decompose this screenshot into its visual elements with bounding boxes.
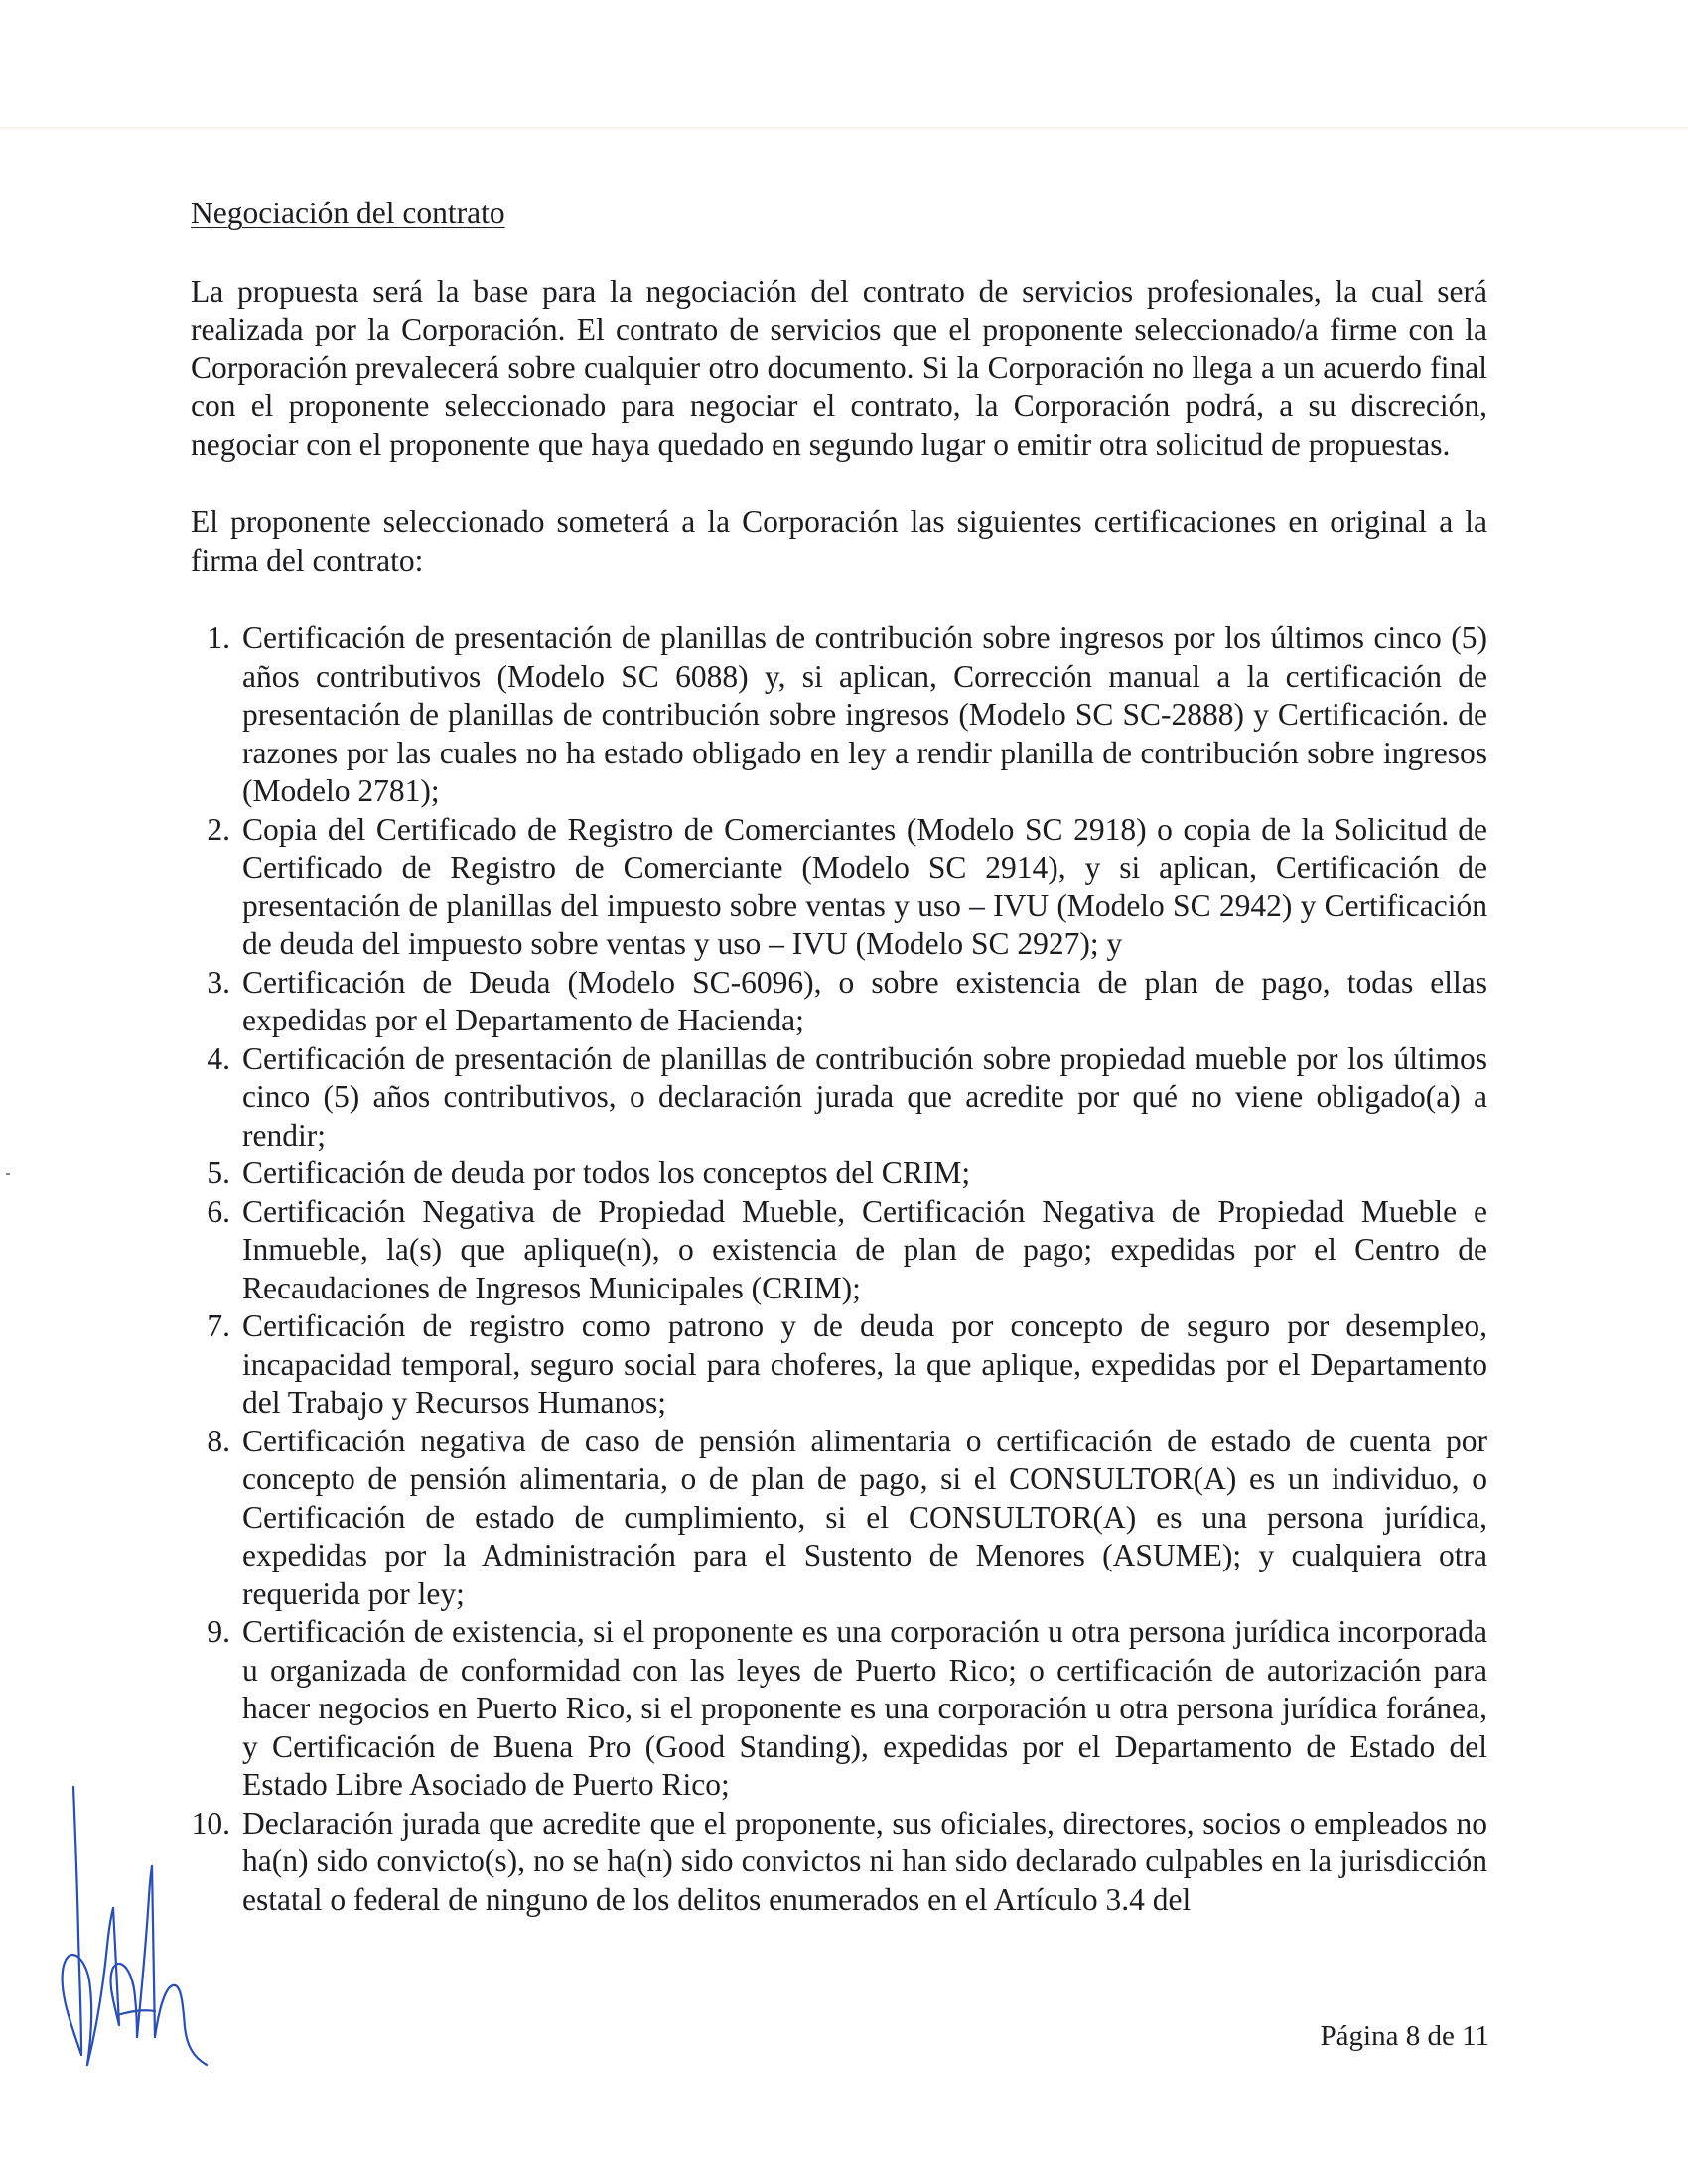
paragraph-certifications-intro: El proponente seleccionado someterá a la Corporación las siguientes certificaciones en original a la firma del contrato: — [191, 504, 1487, 578]
list-item — [191, 1193, 1487, 1308]
list-item — [191, 1423, 1487, 1614]
list-item — [191, 619, 1487, 811]
list-item — [191, 1307, 1487, 1423]
list-item — [191, 964, 1487, 1040]
list-item-number: 6. — [207, 1193, 230, 1229]
list-item-number: 1. — [207, 620, 230, 655]
list-item-text: Certificación de registro como patrono y de deuda por concepto de seguro por desempleo, incapacidad temporal, seguro social para choferes, la que aplique, expedidas por el Departamento del Trabajo y Recursos Humanos; — [242, 1308, 1487, 1420]
section-heading: Negociación del contrato — [191, 196, 505, 230]
list-item-text: Certificación de Deuda (Modelo SC-6096), o sobre existencia de plan de pago, todas ellas expedidas por el Departamento de Hacienda; — [242, 964, 1487, 1037]
list-item-number: 9. — [207, 1614, 230, 1649]
list-item — [191, 811, 1487, 964]
list-item-text: Copia del Certificado de Registro de Comerciantes (Modelo SC 2918) o copia de la Solicitud de Certificado de Registro de Comerciante (Modelo SC 2914), y si aplican, Certificación de presentación de planillas del impuesto sobre ventas y uso – IVU (Modelo SC 2942) y Certificación de deuda del impuesto sobre ventas y uso – IVU (Modelo SC 2927); y — [242, 811, 1487, 961]
list-item — [191, 1040, 1487, 1156]
list-item-text: Certificación Negativa de Propiedad Mueble, Certificación Negativa de Propiedad Mueble e Inmueble, la(s) que aplique(n), o existencia de plan de pago; expedidas por el Centro de Recaudaciones de Ingresos Municipales (CRIM); — [242, 1193, 1487, 1305]
document-body — [191, 195, 1487, 1919]
list-item-text: Declaración jurada que acredite que el proponente, sus oficiales, directores, socios o empleados no ha(n) sido convicto(s), no se ha(n) sido convictos ni han sido declarado culpables en la jurisdicción estatal o federal de ninguno de los delitos enumerados en el Artículo 3.4 del — [242, 1805, 1487, 1917]
list-item-number: 4. — [207, 1040, 230, 1076]
list-item — [191, 1155, 1487, 1193]
list-item-text: Certificación de presentación de planillas de contribución sobre ingresos por los últimos cinco (5) años contributivos (Modelo SC 6088) y, si aplican, Corrección manual a la certificación de presentación de planillas de contribución sobre ingresos (Modelo SC SC-2888) y Certificación. de razones por las cuales no ha estado obligado en ley a rendir planilla de contribución sobre ingresos (Modelo 2781); — [242, 620, 1487, 808]
list-item-number: 10. — [191, 1805, 230, 1841]
list-item-text: Certificación de deuda por todos los conceptos del CRIM; — [242, 1156, 971, 1190]
list-item — [191, 1805, 1487, 1920]
list-item-number: 2. — [207, 811, 230, 847]
signature-icon — [52, 1777, 220, 2095]
page-number: Página 8 de 11 — [1320, 2020, 1489, 2052]
list-item-number: 3. — [207, 964, 230, 1000]
list-item-text: Certificación de existencia, si el proponente es una corporación u otra persona jurídica incorporada u organizada de conformidad con las leyes de Puerto Rico; o certificación de autorización para hacer negocios en Puerto Rico, si el proponente es una corporación u otra persona jurídica foránea, y Certificación de Buena Pro (Good Standing), expedidas por el Departamento de Estado del Estado Libre Asociado de Puerto Rico; — [242, 1614, 1487, 1802]
list-item-text: Certificación de presentación de planillas de contribución sobre propiedad mueble por los últimos cinco (5) años contributivos, o declaración jurada que acredite por qué no viene obligado(a) a rendir; — [242, 1040, 1487, 1153]
list-item-number: 5. — [207, 1156, 230, 1190]
margin-mark — [6, 1173, 10, 1175]
scan-edge-line — [0, 127, 1688, 129]
paragraph-negotiation: La propuesta será la base para la negociación del contrato de servicios profesionales, la cual será realizada por la Corporación. El contrato de servicios que el proponente seleccionado/a firme con la Corporación prevalecerá sobre cualquier otro documento. Si la Corporación no llega a un acuerdo final con el proponente seleccionado para negociar el contrato, la Corporación podrá, a su discreción, negociar con el proponente que haya quedado en segundo lugar o emitir otra solicitud de propuestas. — [191, 273, 1487, 462]
certifications-list — [191, 619, 1487, 1919]
list-item-number: 8. — [207, 1423, 230, 1458]
list-item — [191, 1613, 1487, 1805]
list-item-text: Certificación negativa de caso de pensión alimentaria o certificación de estado de cuenta por concepto de pensión alimentaria, o de plan de pago, si el CONSULTOR(A) es un individuo, o Certificación de estado de cumplimiento, si el CONSULTOR(A) es una persona jurídica, expedidas por la Administración para el Sustento de Menores (ASUME); y cualquiera otra requerida por ley; — [242, 1423, 1487, 1611]
list-item-number: 7. — [207, 1308, 230, 1343]
